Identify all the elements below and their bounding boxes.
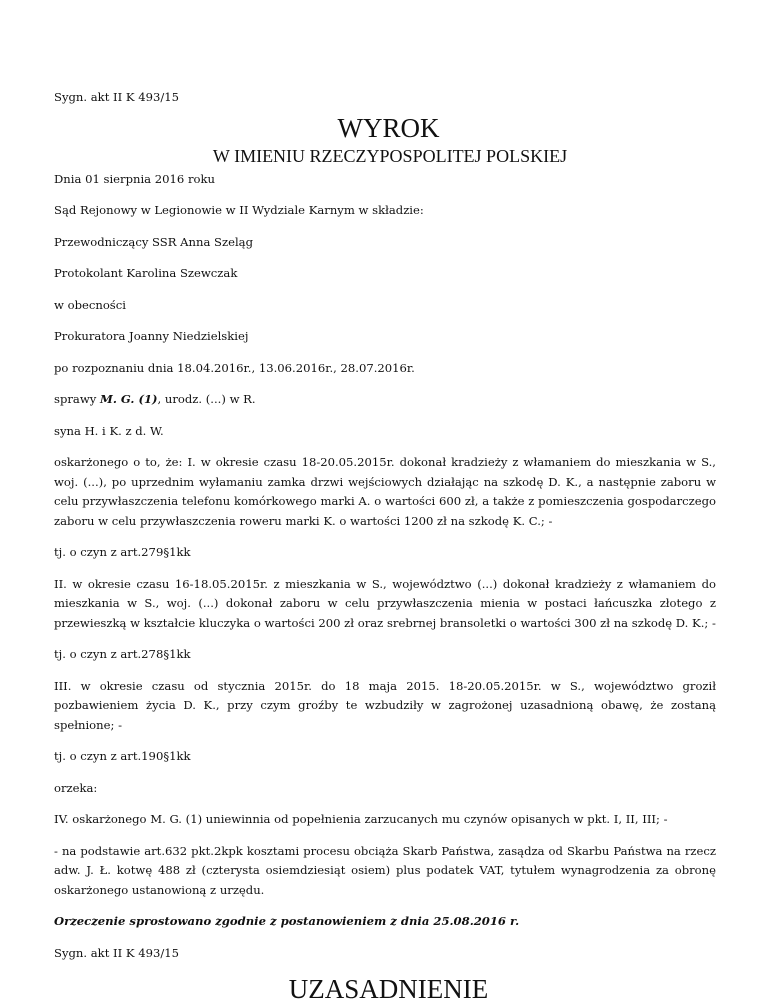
document-page (54, 88, 716, 1005)
footer-case-number: Sygn. akt II K 493/15 (54, 945, 180, 960)
case-number: Sygn. akt II K 493/15 (54, 90, 180, 104)
parents-line: syna H. i K. z d. W. (54, 423, 164, 438)
ruling-intro: orzeka: (54, 780, 98, 795)
charge-1: oskarżonego o to, że: I. w okresie czasu 18-20.05.2015r. dokonał kradzieży z włamaniem do mieszkania w S., woj. (...), po uprzednim wyłamaniu zamka drzwi wejściowych działając na szkodę D. K., a następnie zaboru w celu przywłaszczenia telefonu komórkowego marki A. o wartości 600 zł, a także z pomieszczenia gospodarczego zaboru w celu przywłaszczenia roweru marki K. o wartości 1200 zł na szkodę K. C.; - (54, 455, 716, 528)
case-prefix: sprawy (54, 392, 100, 406)
presence-line: w obecności (54, 297, 126, 312)
court-line: Sąd Rejonowy w Legionowie w II Wydziale Karnym w składzie: (54, 203, 424, 217)
case-suffix: , urodz. (...) w R. (157, 392, 256, 406)
ruling-acquittal: IV. oskarżonego M. G. (1) uniewinnia od popełnienia zarzucanych mu czynów opisanych w pkt. I, II, III; - (54, 812, 668, 826)
justification-title: UZASADNIENIE (288, 974, 489, 1004)
charge-1-article: tj. o czyn z art.279§1kk (54, 545, 191, 559)
charge-3: III. w okresie czasu od stycznia 2015r. do 18 maja 2015. 18-20.05.2015r. w S., województwo groził pozbawieniem życia D. K., przy czym groźby te wzbudziły w zagrożonej uzasadnioną obawę, że zostaną spełnione; - (54, 678, 716, 732)
date-line: Dnia 01 sierpnia 2016 roku (54, 171, 215, 186)
ruling-costs: - na podstawie art.632 pkt.2kpk kosztami procesu obciąża Skarb Państwa, zasądza od Skarbu Państwa na rzecz adw. J. Ł. kotwę 488 zł (czterysta osiemdziesiąt osiem) plus podatek VAT, tytułem wynagrodzenia za obronę oskarżonego ustanowioną z urzędu. (54, 843, 716, 897)
charge-2: II. w okresie czasu 16-18.05.2015r. z mieszkania w S., województwo (...) dokonał kradzieży z włamaniem do mieszkania w S., woj. (...) dokonał zaboru w celu przywłaszczenia mienia w postaci łańcuszka złotego z przewieszką w kształcie kluczyka o wartości 200 zł oraz srebrnej bransoletki o wartości 300 zł na szkodę D. K.; - (54, 576, 716, 630)
charge-3-article: tj. o czyn z art.190§1kk (54, 749, 191, 763)
clerk-line: Protokolant Karolina Szewczak (54, 266, 238, 280)
document-subtitle: W IMIENIU RZECZYPOSPOLITEJ POLSKIEJ (212, 145, 568, 166)
prosecutor-line: Prokuratora Joanny Niedzielskiej (54, 329, 249, 343)
hearing-line: po rozpoznaniu dnia 18.04.2016r., 13.06.2016r., 28.07.2016r. (54, 360, 415, 375)
correction-note: Orzeczenie sprostowano zgodnie z postanowieniem z dnia 25.08.2016 r. (54, 914, 520, 928)
document-title: WYROK (337, 112, 440, 143)
charge-2-article: tj. o czyn z art.278§1kk (54, 647, 191, 661)
chair-line: Przewodniczący SSR Anna Szeląg (54, 234, 254, 249)
defendant-name: M. G. (1) (100, 392, 158, 406)
case-line (54, 390, 716, 410)
